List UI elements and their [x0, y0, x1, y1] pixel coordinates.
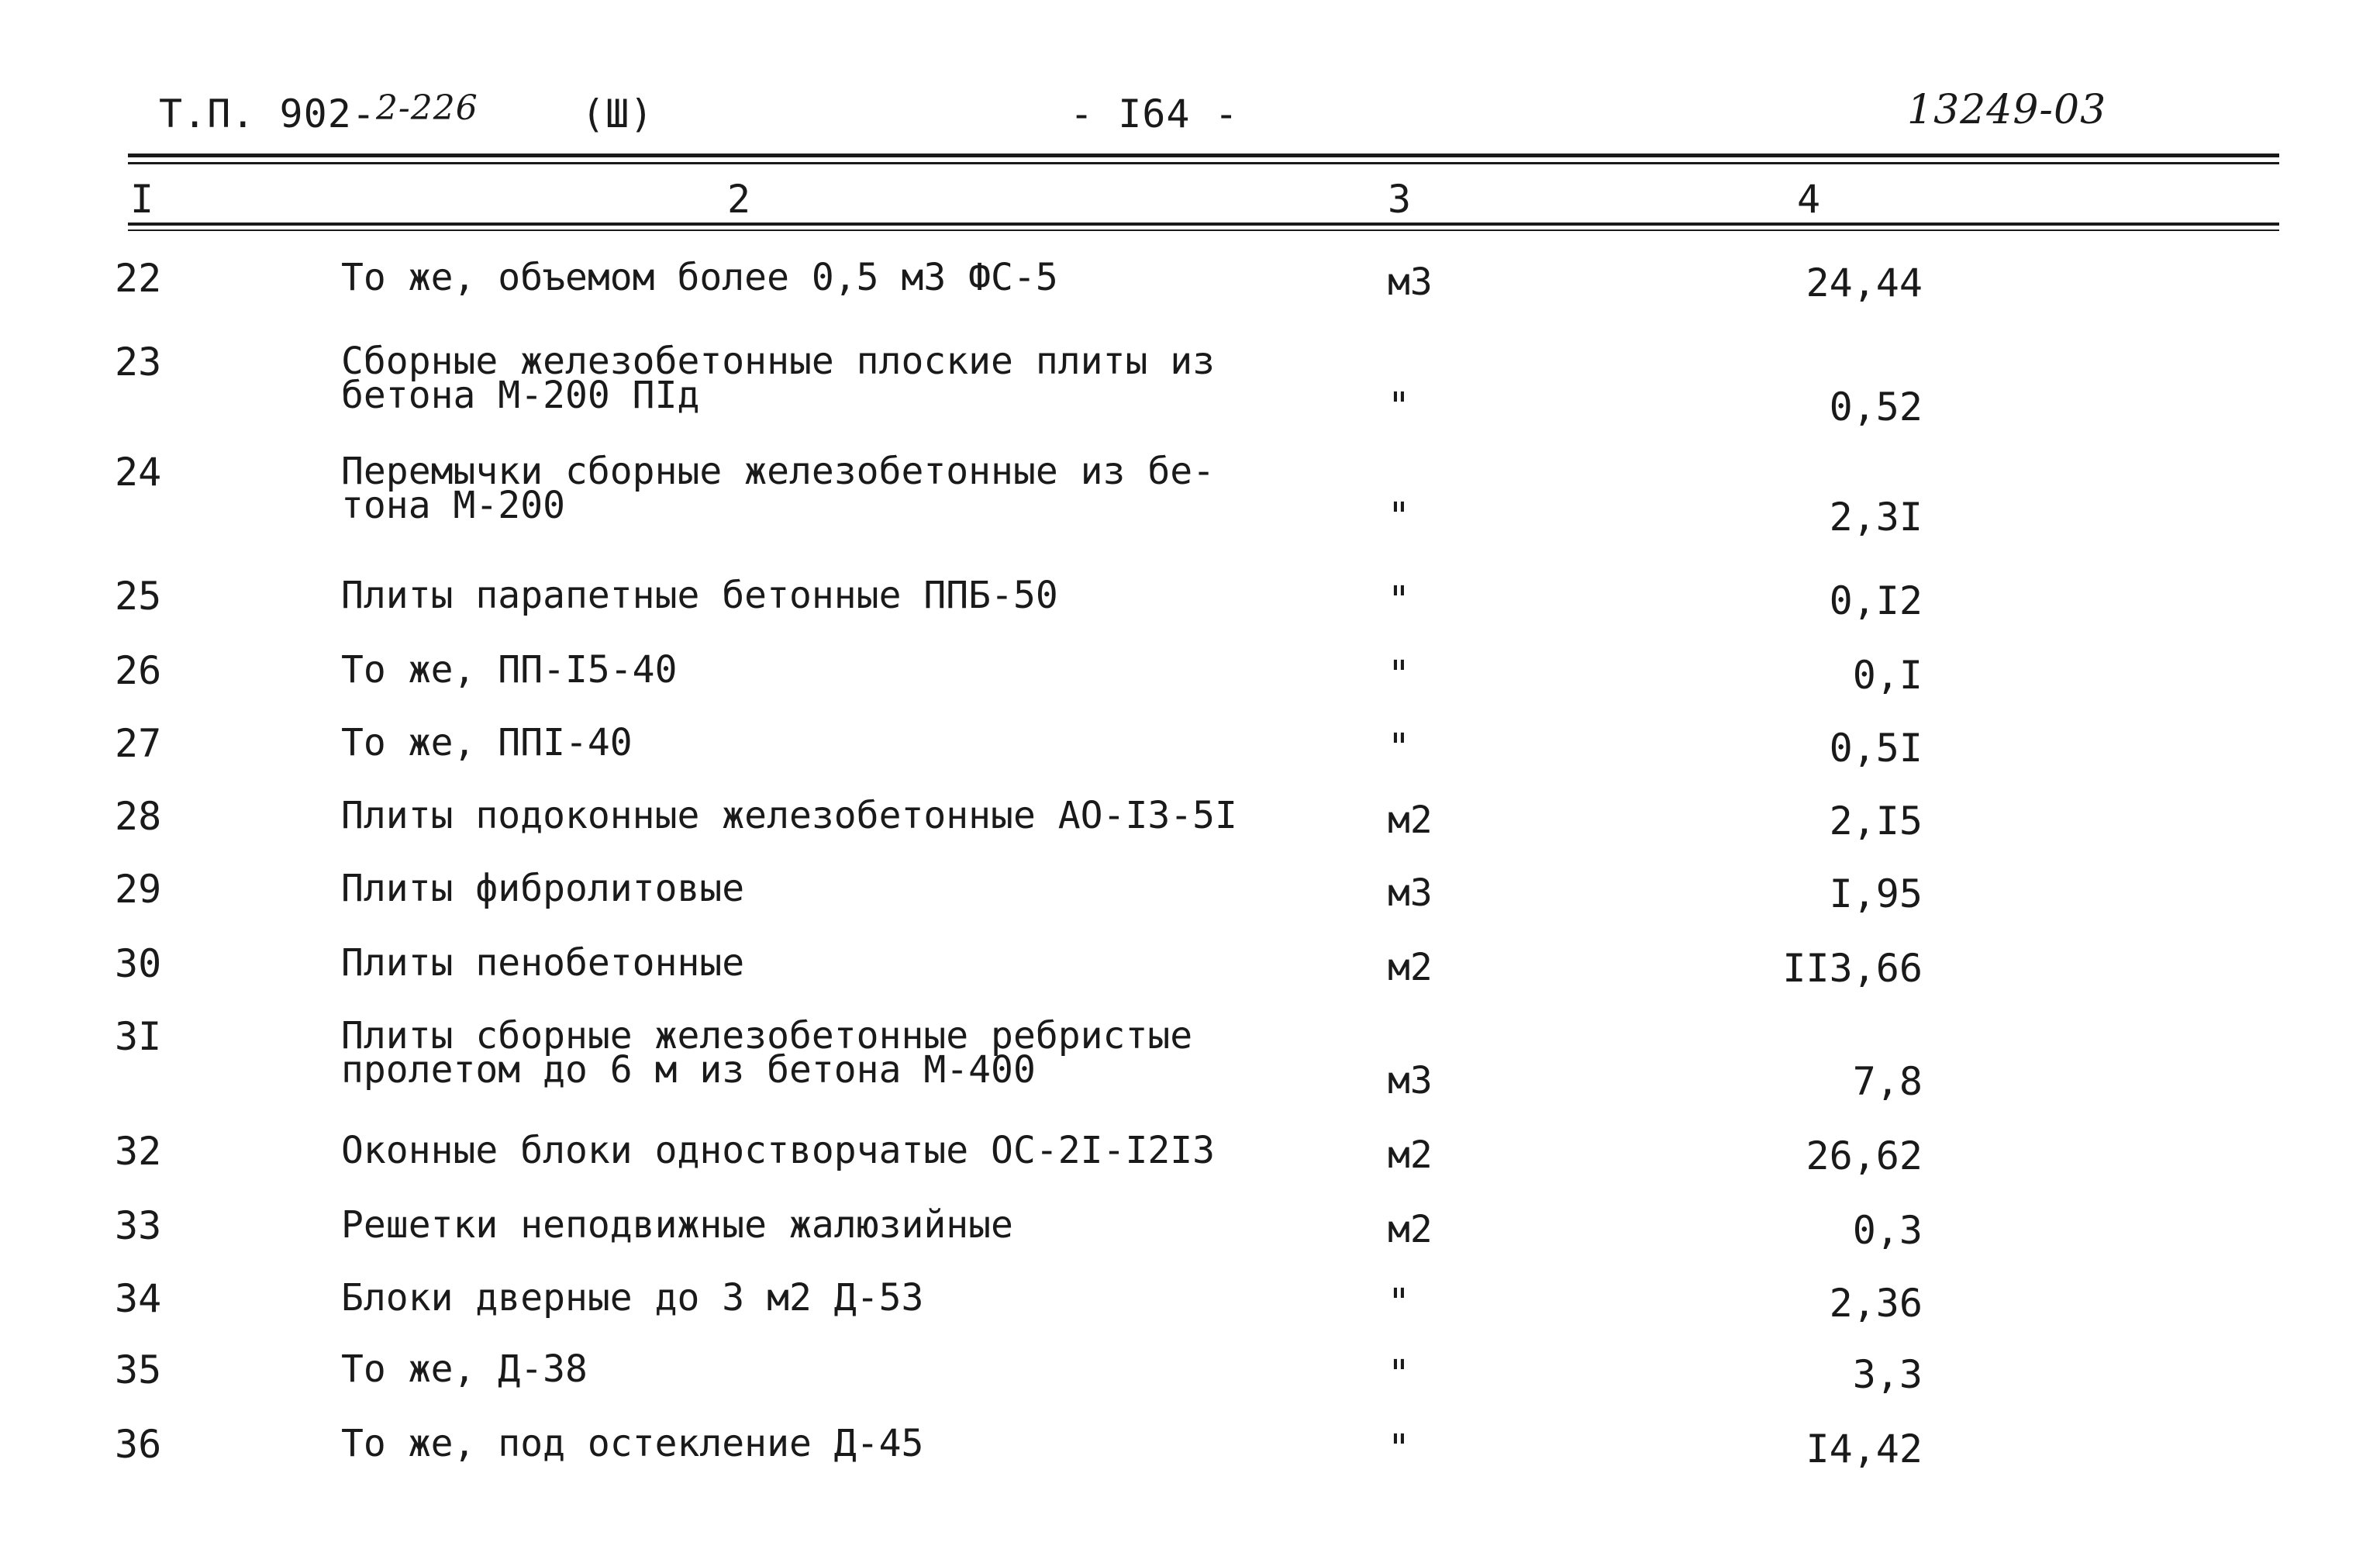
row-number: 34	[115, 1276, 162, 1321]
row-unit: "	[1388, 1352, 1410, 1396]
row-item-name-line: Плиты фибролитовые	[341, 867, 745, 910]
row-unit: м2	[1388, 1208, 1433, 1251]
row-unit: "	[1388, 1281, 1410, 1324]
row-item-name	[341, 1014, 1364, 1092]
row-unit: м2	[1388, 1133, 1433, 1177]
row-item-name	[341, 721, 1364, 764]
row-unit: "	[1388, 578, 1410, 622]
header-rule-thick	[128, 154, 2279, 157]
row-item-name	[341, 1347, 1364, 1391]
row-number: 29	[115, 867, 162, 912]
row-item-name-line: То же, объемом более 0,5 м3 ФС-5	[341, 256, 1058, 299]
row-quantity: 0,52	[1829, 385, 1923, 430]
row-quantity: I,95	[1829, 871, 1923, 916]
row-number: 36	[115, 1422, 162, 1467]
row-number: 23	[115, 340, 162, 385]
row-quantity: 2,3I	[1829, 495, 1923, 540]
row-quantity: 3,3	[1852, 1352, 1923, 1397]
row-item-name	[341, 450, 1364, 527]
doc-prefix: Т.П. 902-	[159, 91, 376, 136]
row-item-name	[341, 1129, 1364, 1172]
row-item-name	[341, 1203, 1364, 1247]
row-quantity: 2,I5	[1829, 799, 1923, 844]
column-header-2: 2	[727, 177, 751, 222]
row-quantity: I4,42	[1806, 1427, 1923, 1471]
row-quantity: 2,36	[1829, 1281, 1923, 1326]
row-number: 22	[115, 256, 162, 301]
row-item-name-line: Перемычки сборные железобетонные из бе-	[341, 450, 1216, 493]
row-item-name-line: То же, ППI-40	[341, 721, 633, 764]
row-number: 32	[115, 1129, 162, 1174]
row-number: 25	[115, 574, 162, 619]
row-item-name	[341, 1422, 1364, 1465]
column-header-4: 4	[1797, 177, 1821, 222]
column-header-rule-thin	[128, 229, 2279, 231]
row-unit: м3	[1388, 1059, 1433, 1102]
row-unit: "	[1388, 653, 1410, 696]
row-unit: "	[1388, 1427, 1410, 1470]
row-quantity: 0,I2	[1829, 578, 1923, 623]
row-item-name-line: Решетки неподвижные жалюзийные	[341, 1203, 1013, 1247]
row-unit: "	[1388, 495, 1410, 538]
row-item-name-line: Плиты сборные железобетонные ребристые	[341, 1014, 1193, 1057]
row-unit: м3	[1388, 260, 1433, 304]
row-unit: м3	[1388, 871, 1433, 915]
row-quantity: 0,I	[1852, 653, 1923, 698]
row-item-name	[341, 574, 1364, 617]
row-item-name-line: То же, ПП-I5-40	[341, 648, 678, 692]
row-number: 30	[115, 941, 162, 986]
doc-suffix-handwritten: 2-226	[375, 88, 478, 128]
row-quantity: 26,62	[1806, 1133, 1923, 1178]
column-header-3: 3	[1388, 177, 1412, 222]
row-number: 27	[115, 721, 162, 766]
row-item-name-line: То же, Д-38	[341, 1347, 588, 1391]
row-item-name-line: Сборные железобетонные плоские плиты из	[341, 340, 1216, 383]
row-quantity: 7,8	[1852, 1059, 1923, 1104]
row-unit: "	[1388, 385, 1410, 428]
row-unit: "	[1388, 726, 1410, 769]
row-item-name	[341, 941, 1364, 985]
row-number: 33	[115, 1203, 162, 1248]
row-quantity: 0,5I	[1829, 726, 1923, 771]
row-item-name	[341, 648, 1364, 692]
row-item-name-line: Плиты парапетные бетонные ППБ-50	[341, 574, 1058, 617]
row-item-name-line: Плиты пенобетонные	[341, 941, 745, 985]
row-number: 26	[115, 648, 162, 693]
row-item-name-line: бетона М-200 ПIд	[341, 374, 700, 417]
row-unit: м2	[1388, 946, 1433, 989]
row-item-name-line: Блоки дверные до 3 м2 Д-53	[341, 1276, 924, 1320]
row-number: 35	[115, 1347, 162, 1392]
row-quantity: II3,66	[1782, 946, 1923, 991]
page-number: - I64 -	[1070, 91, 1239, 136]
row-item-name	[341, 867, 1364, 910]
row-item-name	[341, 256, 1364, 299]
row-item-name-line: пролетом до 6 м из бетона М-400	[341, 1048, 1036, 1092]
column-header-1: I	[130, 177, 154, 222]
header-rule-thin	[128, 162, 2279, 164]
doc-designation	[159, 88, 478, 136]
archive-code-handwritten: 13249-03	[1907, 87, 2107, 133]
row-item-name	[341, 794, 1364, 837]
row-number: 28	[115, 794, 162, 839]
row-quantity: 24,44	[1806, 260, 1923, 305]
row-number: 24	[115, 450, 162, 495]
row-unit: м2	[1388, 799, 1433, 842]
row-item-name-line: Оконные блоки одностворчатые ОС-2I-I2I3	[341, 1129, 1216, 1172]
row-item-name	[341, 1276, 1364, 1320]
row-item-name-line: тона М-200	[341, 484, 565, 527]
column-header-rule	[128, 223, 2279, 226]
row-quantity: 0,3	[1852, 1208, 1923, 1253]
row-number: 3I	[115, 1014, 162, 1059]
row-item-name-line: То же, под остекление Д-45	[341, 1422, 924, 1465]
section-label: (Ш)	[581, 91, 654, 136]
row-item-name	[341, 340, 1364, 417]
row-item-name-line: Плиты подоконные железобетонные АО-I3-5I	[341, 794, 1237, 837]
